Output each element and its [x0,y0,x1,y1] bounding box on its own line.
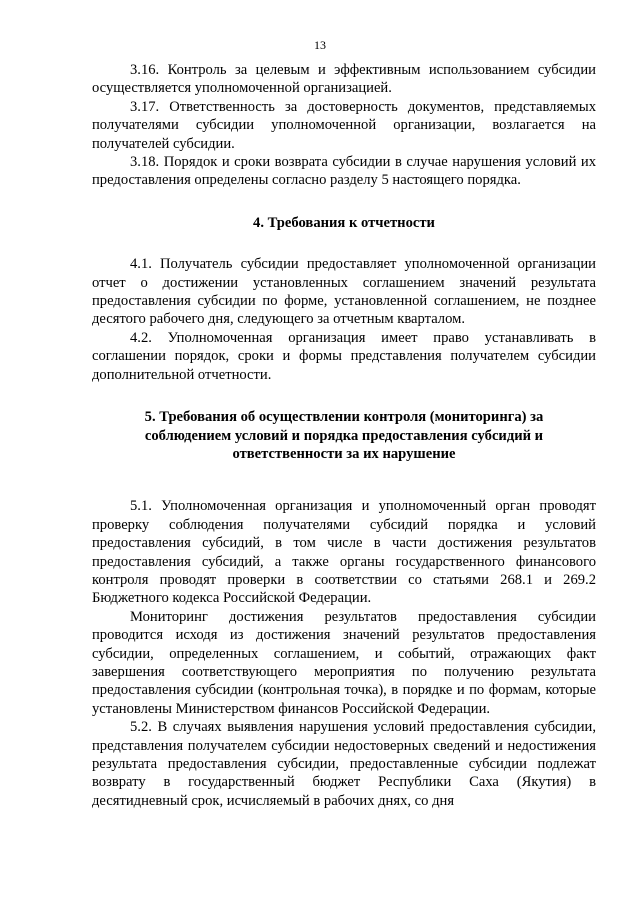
page-number: 13 [314,38,326,52]
paragraph-3-16: 3.16. Контроль за целевым и эффективным использованием субсидии осуществляется уполномоченной организацией. [92,62,596,97]
section-5-heading-line: соблюдением условий и порядка предоставления субсидий и [144,427,544,444]
paragraph-5-1: 5.1. Уполномоченная организация и уполномоченный орган проводят проверку соблюдения получателями субсидий порядка и условий предоставления субсидий, в том числе в части достижения результатов предоставления субсидий, а также органы государственного финансового контроля проводят проверки в соответствии со статьями 268.1 и 269.2 Бюджетного кодекса Российской Федерации. [92,498,596,607]
section-5-heading-line: 5. Требования об осуществлении контроля (мониторинга) за [144,409,544,426]
document-body [92,61,596,810]
section-4-heading: 4. Требования к отчетности [253,214,435,231]
paragraph-3-18: 3.18. Порядок и сроки возврата субсидии в случае нарушения условий их предоставления определены согласно разделу 5 настоящего порядка. [92,154,596,189]
paragraph-5-2: 5.2. В случаях выявления нарушения условий предоставления субсидии, представления получателем субсидии недостоверных сведений и недостижения результата предоставления субсидии, предоставленные субсидии подлежат возврату в государственный бюджет Республики Саха (Якутия) в десятидневный срок, исчисляемый в рабочих днях, со дня [92,719,596,809]
section-5-heading-line: ответственности за их нарушение [232,445,456,462]
paragraph-monitoring: Мониторинг достижения результатов предоставления субсидии проводится исходя из достижения значений результатов предоставления субсидии, определенных соглашением, и событий, отражающих факт завершения соответствующего мероприятия по получению результата предоставления субсидии (контрольная точка), в порядке и по формам, которые установлены Министерством финансов Российской Федерации. [92,608,596,717]
paragraph-4-2: 4.2. Уполномоченная организация имеет право устанавливать в соглашении порядок, сроки и формы представления получателем субсидии дополнительной отчетности. [92,329,596,383]
paragraph-3-17: 3.17. Ответственность за достоверность документов, представляемых получателями субсидии уполномоченной организации, возлагается на получателей субсидии. [92,98,596,152]
section-5-heading [92,408,596,463]
paragraph-4-1: 4.1. Получатель субсидии предоставляет уполномоченной организации отчет о достижении установленных соглашением значений результата предоставления субсидии по форме, установленной соглашением, не позднее десятого рабочего дня, следующего за отчетным кварталом. [92,256,596,328]
